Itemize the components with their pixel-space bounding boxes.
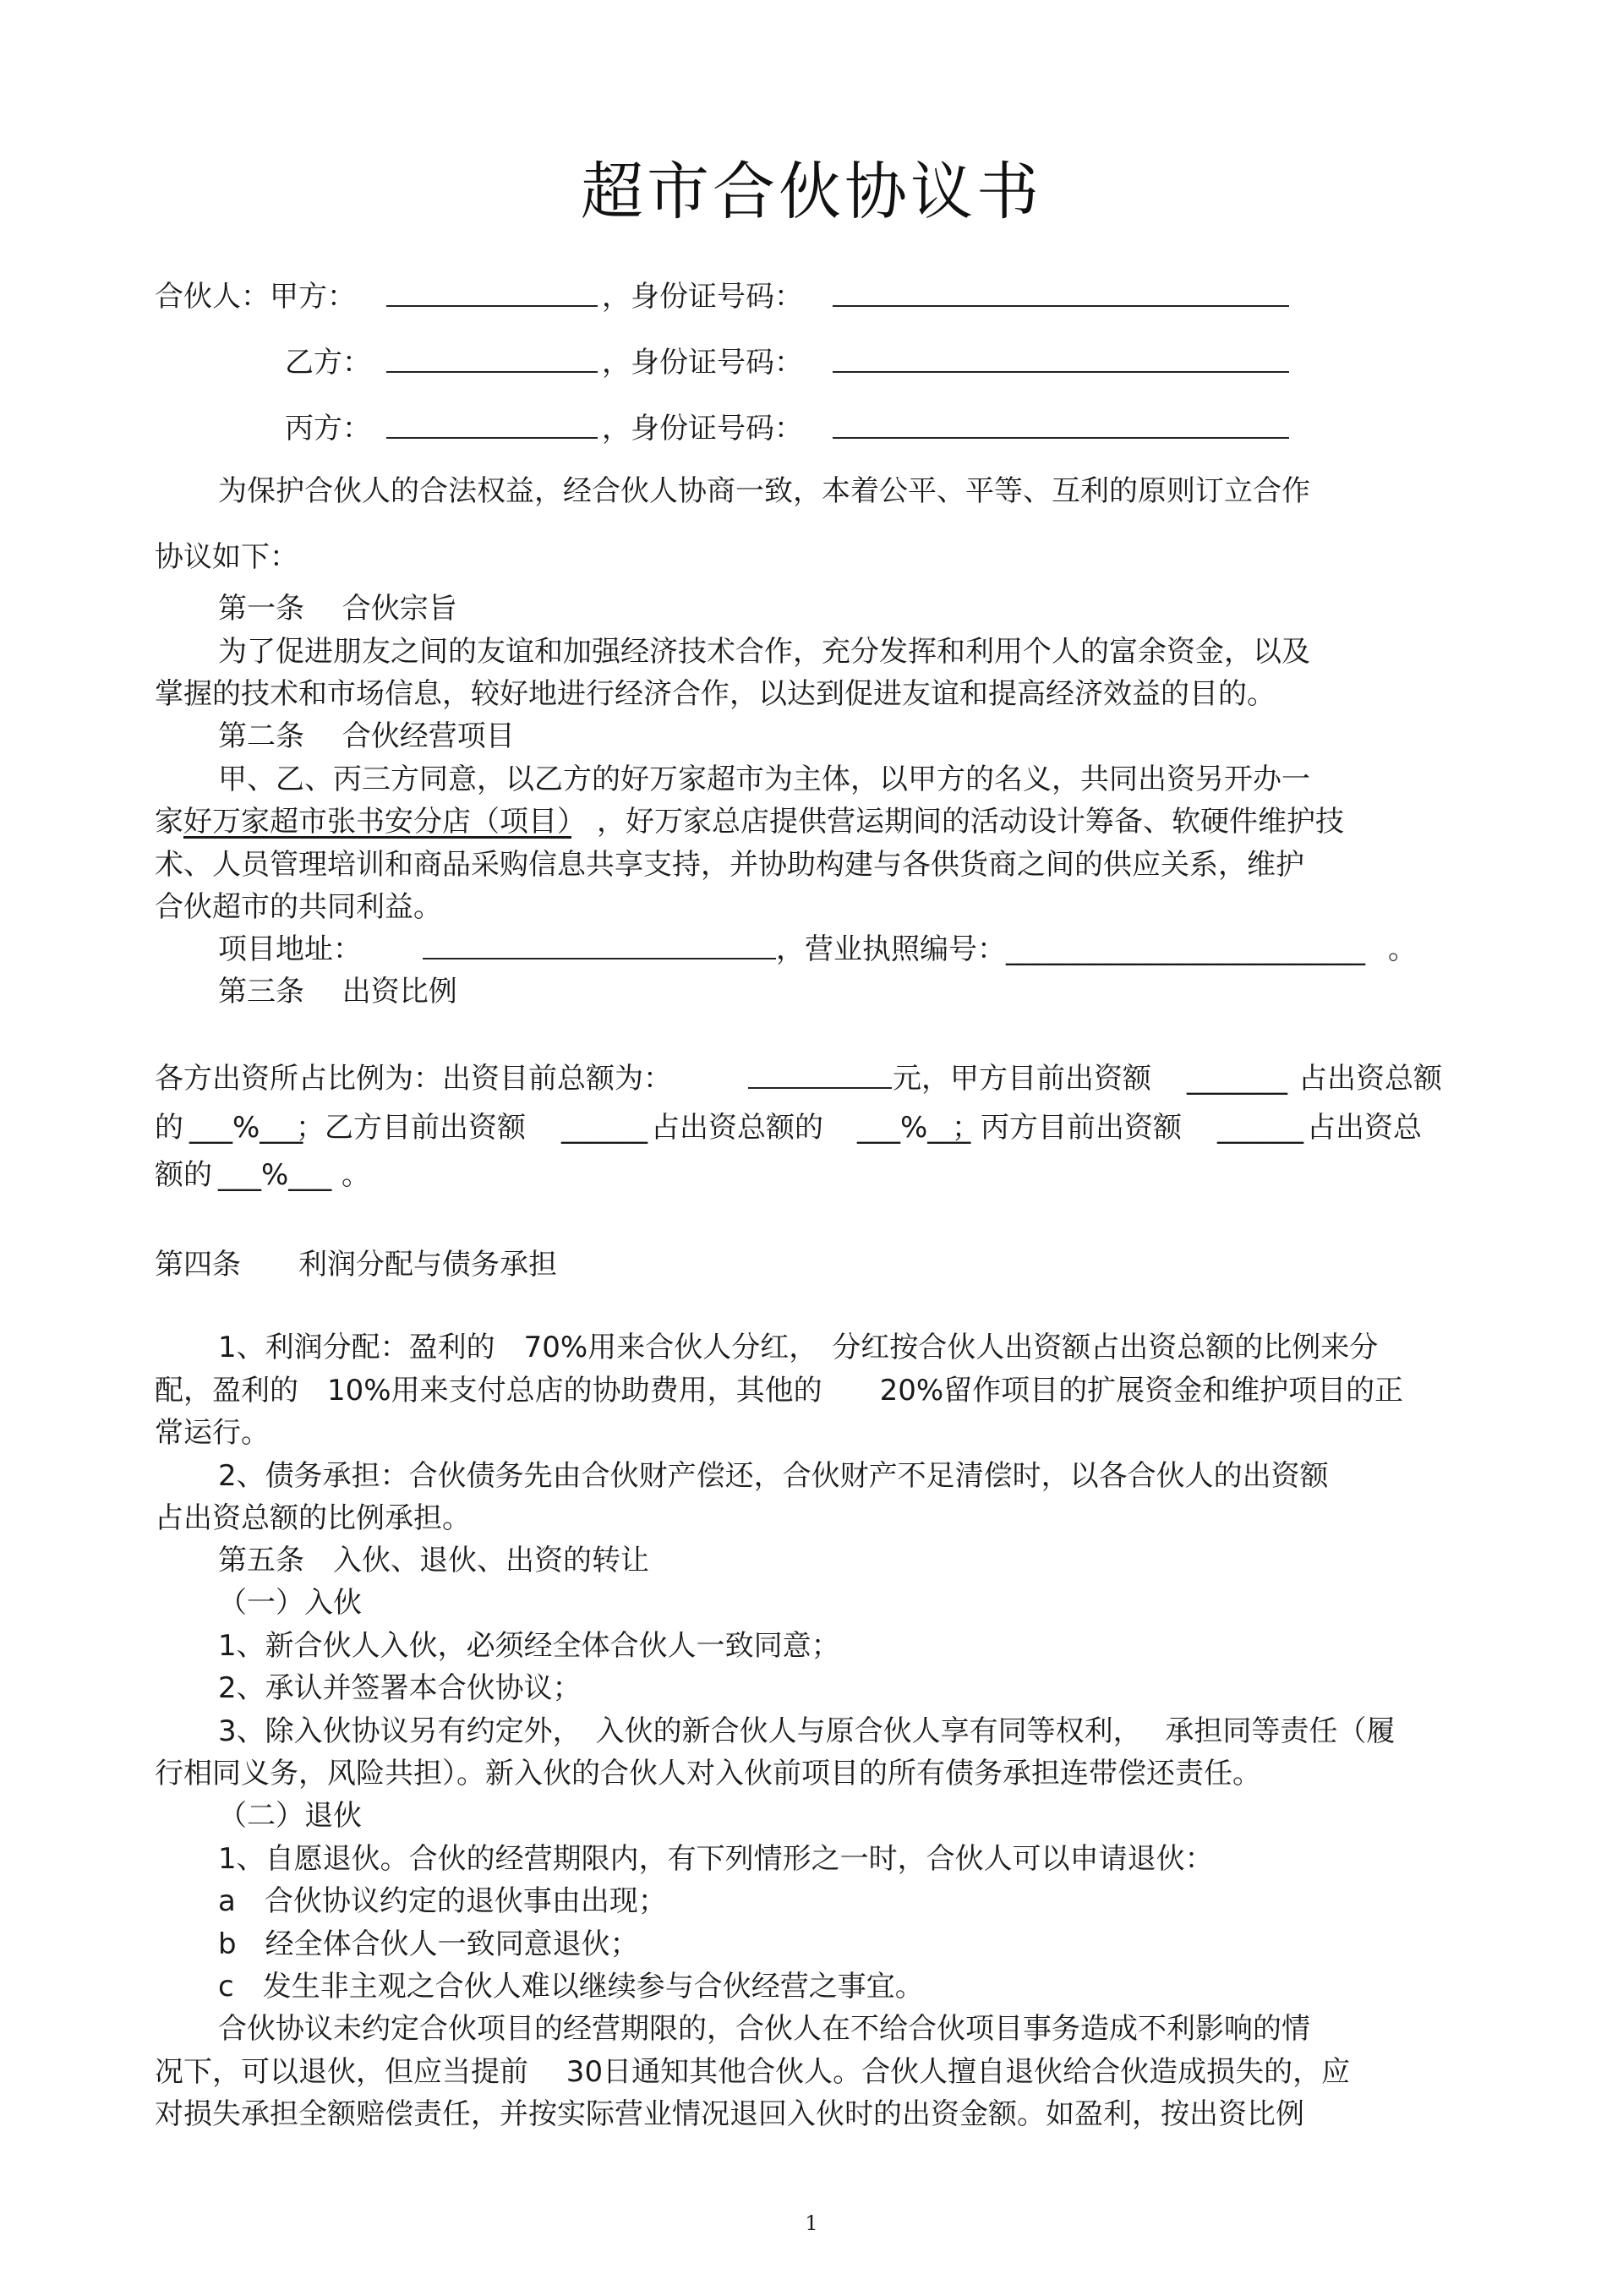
- jia-capital-blank: _______: [1187, 1062, 1287, 1096]
- article-4-p1-line-3: 常运行。: [155, 1416, 270, 1450]
- license-number-label: ，营业执照编号：: [776, 932, 1006, 966]
- jia-percent-blank: ___%___: [189, 1111, 303, 1145]
- project-address-label: 项目地址：: [218, 932, 362, 966]
- article-3-line-1-b: 元，甲方目前出资额: [893, 1062, 1151, 1096]
- project-name: 好万家超市张书安分店（项目）: [183, 805, 571, 839]
- quit-item-a: a 合伙协议约定的退伙事由出现；: [218, 1884, 667, 1918]
- join-heading: （一）入伙: [218, 1586, 362, 1620]
- page-number: 1: [805, 2211, 818, 2235]
- article-4-p1-line-1: 1、利润分配：盈利的 70%用来合伙人分红， 分红按合伙人出资额占出资总额的比例来分: [218, 1331, 1379, 1364]
- party-bing-name-blank: [386, 412, 598, 446]
- join-item-3-line-2: 行相同义务，风险共担）。新入伙的合伙人对入伙前项目的所有债务承担连带偿还责任。: [155, 1757, 1261, 1790]
- article-5-heading: 第五条 入伙、退伙、出资的转让: [218, 1544, 649, 1577]
- article-3-line-1-a: 各方出资所占比例为：出资目前总额为：: [155, 1062, 672, 1096]
- article-3-line-2-b: ；乙方目前出资额: [296, 1111, 526, 1145]
- quit-paragraph-line-3: 对损失承担全额赔偿责任，并按实际营业情况退回入伙时的出资金额。如盈利，按出资比例: [155, 2097, 1304, 2131]
- total-capital-blank: [748, 1062, 892, 1096]
- party-bing-id-label: ，身份证号码：: [602, 412, 803, 446]
- article-3-line-3-end: 。: [342, 1158, 370, 1192]
- bing-percent-blank: ___%___: [218, 1158, 332, 1192]
- quit-heading: （二）退伙: [218, 1799, 362, 1833]
- license-line-end: 。: [1388, 932, 1417, 966]
- partner-line-jia: [155, 280, 356, 314]
- article-3-line-2-c: 占出资总额的: [651, 1111, 823, 1145]
- join-item-2: 2、承认并签署本合伙协议；: [218, 1671, 582, 1705]
- article-4-p2-line-2: 占出资总额的比例承担。: [155, 1501, 471, 1535]
- intro-line-1: 为保护合伙人的合法权益，经合伙人协商一致，本着公平、平等、互利的原则订立合作: [218, 474, 1310, 508]
- article-2-line-2-prefix: 家: [155, 805, 183, 839]
- article-2-line-4: 合伙超市的共同利益。: [155, 890, 442, 924]
- party-yi-id-label: ，身份证号码：: [602, 346, 803, 380]
- party-jia-name-blank: [386, 280, 598, 314]
- intro-line-2: 协议如下：: [155, 540, 298, 574]
- quit-paragraph-line-1: 合伙协议未约定合伙项目的经营期限的，合伙人在不给合伙项目事务造成不利影响的情: [218, 2012, 1310, 2046]
- partner-lead-label: 合伙人：: [155, 280, 270, 314]
- article-1-line-2: 掌握的技术和市场信息，较好地进行经济合作，以达到促进友谊和提高经济效益的目的。: [155, 677, 1276, 711]
- article-2-line-1: 甲、乙、丙三方同意，以乙方的好万家超市为主体，以甲方的名义，共同出资另开办一: [218, 763, 1310, 796]
- article-1-heading: 第一条 合伙宗旨: [218, 592, 457, 626]
- license-number-blank: _________________________: [1006, 932, 1365, 966]
- article-4-p2-line-1: 2、债务承担：合伙债务先由合伙财产偿还，合伙财产不足清偿时，以各合伙人的出资额: [218, 1459, 1329, 1493]
- article-2-line-2: [155, 805, 1344, 839]
- yi-percent-blank: ___%___: [857, 1111, 971, 1145]
- article-3-line-2-e: 占出资总: [1307, 1111, 1422, 1145]
- article-4-heading: 第四条 利润分配与债务承担: [155, 1248, 557, 1282]
- party-jia-id-blank: [833, 280, 1289, 314]
- document-title: 超市合伙协议书: [581, 156, 1042, 228]
- article-3-line-1-c: 占出资总额: [1298, 1062, 1442, 1096]
- bing-capital-blank: ______: [1217, 1111, 1303, 1145]
- party-yi-id-blank: [833, 346, 1289, 380]
- article-2-line-3: 术、人员管理培训和商品采购信息共享支持，并协助构建与各供货商之间的供应关系，维护: [155, 848, 1304, 882]
- article-3-line-2-a: 的: [155, 1111, 183, 1145]
- party-bing-label: 丙方：: [285, 412, 371, 446]
- article-4-p1-line-2: 配，盈利的 10%用来支付总店的协助费用，其他的 20%留作项目的扩展资金和维护项目的正: [155, 1374, 1404, 1408]
- article-3-line-2-d: ；丙方目前出资额: [952, 1111, 1182, 1145]
- party-yi-label: 乙方：: [285, 346, 371, 380]
- project-address-blank: [423, 932, 776, 967]
- yi-capital-blank: ______: [561, 1111, 648, 1145]
- article-3-heading: 第三条 出资比例: [218, 975, 457, 1009]
- quit-item-b: b 经全体合伙人一致同意退伙；: [218, 1927, 639, 1961]
- party-bing-id-blank: [833, 412, 1289, 446]
- party-yi-name-blank: [386, 346, 598, 380]
- join-item-3-line-1: 3、除入伙协议另有约定外， 入伙的新合伙人与原合伙人享有同等权利， 承担同等责任（履: [218, 1714, 1396, 1748]
- article-2-heading: 第二条 合伙经营项目: [218, 719, 515, 753]
- party-jia-id-label: ，身份证号码：: [602, 280, 803, 314]
- join-item-1: 1、新合伙人入伙，必须经全体合伙人一致同意；: [218, 1629, 840, 1663]
- quit-paragraph-line-2: 况下，可以退伙，但应当提前 30日通知其他合伙人。合伙人擅自退伙给合伙造成损失的，应: [155, 2055, 1351, 2089]
- quit-item-1: 1、自愿退伙。合伙的经营期限内，有下列情形之一时，合伙人可以申请退伙：: [218, 1842, 1214, 1876]
- article-1-line-1: 为了促进朋友之间的友谊和加强经济技术合作，充分发挥和利用个人的富余资金，以及: [218, 635, 1310, 669]
- party-jia-label: 甲方：: [270, 280, 356, 314]
- quit-item-c: c 发生非主观之合伙人难以继续参与合伙经营之事宜。: [218, 1970, 924, 2004]
- article-2-line-2-suffix: ，好万家总店提供营运期间的活动设计筹备、软硬件维护技: [597, 805, 1344, 839]
- article-3-line-3-a: 额的: [155, 1158, 212, 1192]
